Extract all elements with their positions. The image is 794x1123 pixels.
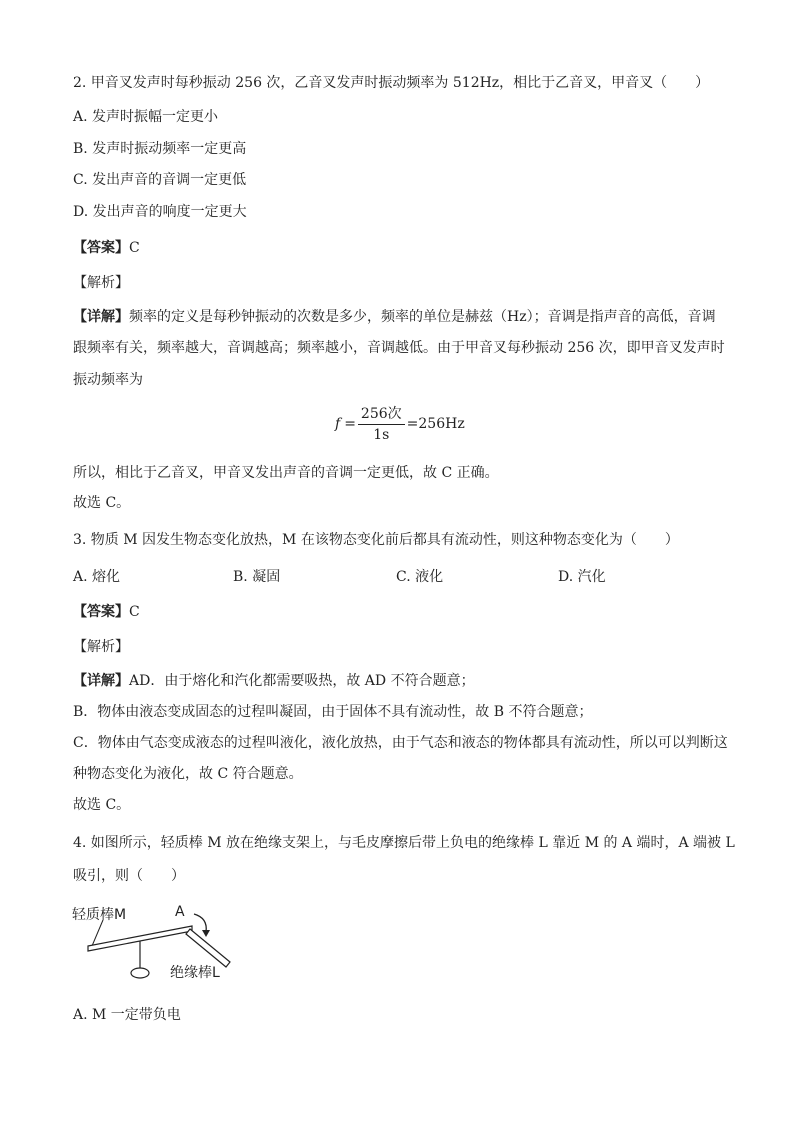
arrow-head — [202, 930, 210, 937]
q3-option-d: D. 汽化 — [558, 569, 606, 585]
q2-stem: 2. 甲音叉发声时每秒振动 256 次，乙音叉发声时振动频率为 512Hz，相比于乙音叉，甲音叉（ ） — [73, 75, 710, 91]
formula-numerator: 256次 — [358, 404, 405, 425]
label-end-a: A — [175, 904, 185, 920]
insulating-rod-l — [186, 929, 230, 967]
formula-eq: = — [344, 416, 356, 432]
q3-answer — [73, 602, 140, 622]
formula-denominator: 1s — [373, 426, 390, 443]
q3-detail-3: C．物体由气态变成液态的过程叫液化，液化放热，由于气态和液态的物体都具有流动性，所以可以判断这 — [73, 735, 728, 751]
support-base — [131, 968, 149, 978]
q4-stem-1: 4. 如图所示，轻质棒 M 放在绝缘支架上，与毛皮摩擦后带上负电的绝缘棒 L 靠近 M 的 A 端时，A 端被 L — [73, 835, 735, 851]
detail-text: 频率的定义是每秒钟振动的次数是多少，频率的单位是赫兹（Hz）；音调是指声音的高低，音调 — [129, 309, 716, 325]
q3-detail-2: B．物体由液态变成固态的过程叫凝固，由于固体不具有流动性，故 B 不符合题意； — [73, 704, 593, 720]
label-light-rod: 轻质棒M — [72, 907, 127, 923]
detail-tag: 【详解】 — [73, 309, 129, 325]
q3-option-c: C. 液化 — [396, 569, 444, 585]
rod-diagram — [70, 900, 250, 990]
q2-option-c: C. 发出声音的音调一定更低 — [73, 172, 247, 188]
q3-select: 故选 C。 — [73, 797, 131, 813]
q2-detail-1 — [73, 307, 716, 327]
q2-conclusion: 所以，相比于乙音叉，甲音叉发出声音的音调一定更低，故 C 正确。 — [73, 465, 499, 481]
answer-tag: 【答案】 — [73, 240, 129, 256]
q2-option-a: A. 发声时振幅一定更小 — [73, 109, 219, 125]
q4-option-a: A. M 一定带负电 — [73, 1007, 181, 1023]
formula-fraction — [358, 404, 405, 445]
q3-detail-1 — [73, 671, 475, 691]
q2-analysis-tag: 【解析】 — [73, 275, 129, 291]
q2-detail-2: 跟频率有关，频率越大，音调越高；频率越小，音调越低。由于甲音叉每秒振动 256 次，即甲音叉发声时 — [73, 340, 725, 356]
rotation-arrow — [194, 914, 206, 932]
q2-answer — [73, 238, 140, 258]
answer-value: C — [129, 604, 140, 620]
answer-tag: 【答案】 — [73, 604, 129, 620]
formula-lhs: f — [335, 416, 341, 432]
frequency-formula — [335, 402, 465, 446]
leader-line-m — [92, 920, 103, 946]
answer-value: C — [129, 240, 140, 256]
detail-tag: 【详解】 — [73, 673, 129, 689]
rod-figure — [70, 900, 250, 990]
detail-text: AD．由于熔化和汽化都需要吸热，故 AD 不符合题意； — [129, 673, 475, 689]
q3-options — [0, 566, 794, 586]
q2-select: 故选 C。 — [73, 495, 131, 511]
q2-option-d: D. 发出声音的响度一定更大 — [73, 204, 247, 220]
q2-option-b: B. 发声时振动频率一定更高 — [73, 141, 247, 157]
q4-stem-2: 吸引，则（ ） — [73, 868, 185, 884]
q3-detail-4: 种物态变化为液化，故 C 符合题意。 — [73, 766, 303, 782]
formula-rhs: =256Hz — [406, 416, 465, 432]
q2-detail-3: 振动频率为 — [73, 372, 143, 388]
q3-analysis-tag: 【解析】 — [73, 639, 129, 655]
label-insulating-rod: 绝缘棒L — [170, 965, 220, 981]
q3-option-a: A. 熔化 — [73, 569, 121, 585]
q3-option-b: B. 凝固 — [233, 569, 281, 585]
q3-stem: 3. 物质 M 因发生物态变化放热，M 在该物态变化前后都具有流动性，则这种物态变化为（ ） — [73, 532, 679, 548]
